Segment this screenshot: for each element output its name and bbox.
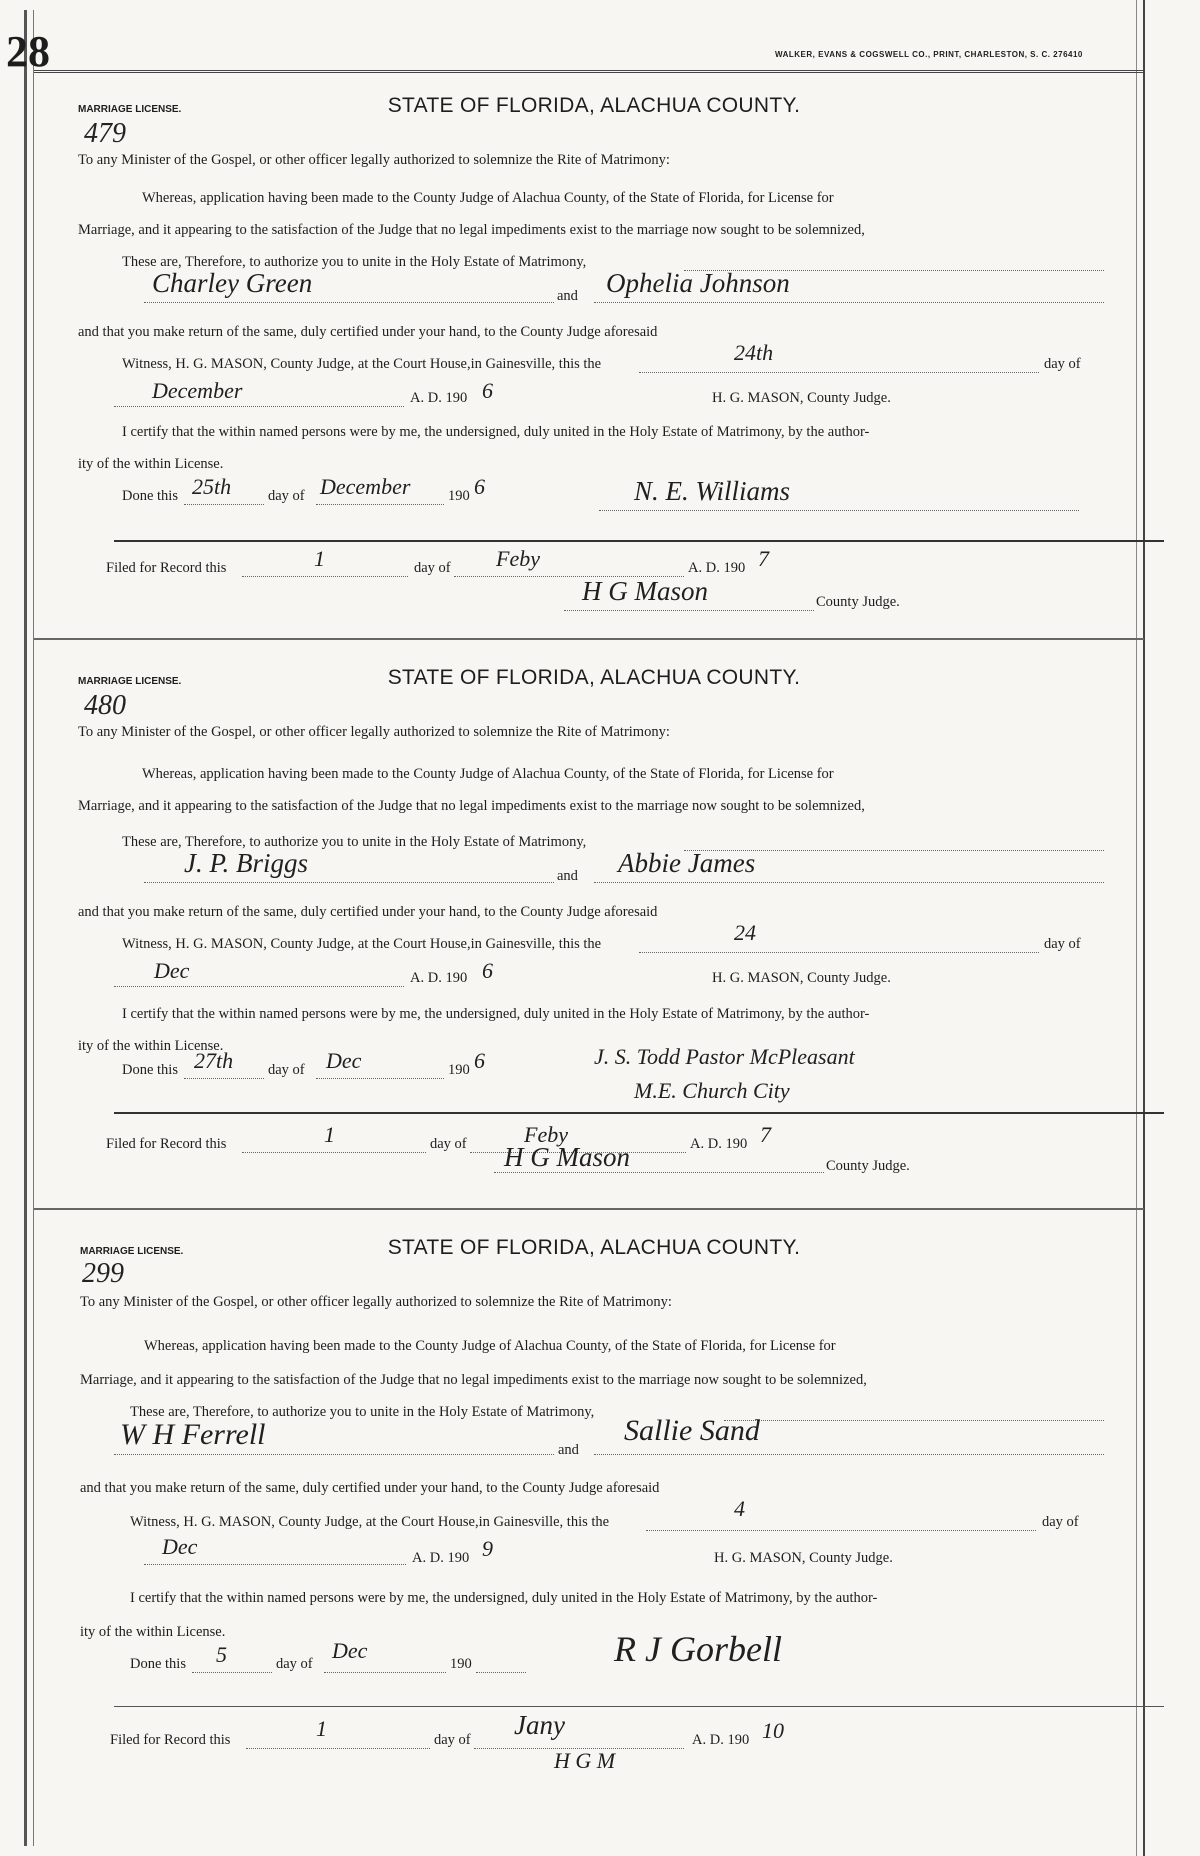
done-year-label: 190 <box>448 488 470 504</box>
bride-name: Sallie Sand <box>624 1414 760 1447</box>
filed-month: Jany <box>514 1710 565 1740</box>
section-rule <box>114 1112 1164 1114</box>
page-number: 28 <box>6 27 50 76</box>
certify-line-1: I certify that the within named persons were by me, the undersigned, duly united in the Holy Estate of Matrimony, by the author- <box>130 1590 878 1606</box>
witness-day: 24 <box>734 920 756 945</box>
intro-text: To any Minister of the Gospel, or other officer legally authorized to solemnize the Rite of Matrimony: <box>78 724 670 740</box>
whereas-line-2: Marriage, and it appearing to the satisfaction of the Judge that no legal impediments exist to the marriage now sought to be solemnized, <box>80 1372 867 1388</box>
filed-label: Filed for Record this <box>110 1732 231 1748</box>
county-judge-label: County Judge. <box>826 1158 910 1174</box>
and-label: and <box>557 868 578 884</box>
county-judge-label: County Judge. <box>816 594 900 610</box>
license-label: MARRIAGE LICENSE. <box>78 104 182 115</box>
license-divider <box>34 1208 1144 1210</box>
license-header: STATE OF FLORIDA, ALACHUA COUNTY. <box>387 1236 801 1259</box>
certify-line-1: I certify that the within named persons were by me, the undersigned, duly united in the Holy Estate of Matrimony, by the author- <box>122 424 870 440</box>
done-this-label: Done this <box>122 1062 178 1078</box>
officiant-signature: R J Gorbell <box>614 1629 782 1669</box>
and-label: and <box>558 1442 579 1458</box>
license-480 <box>34 662 1144 1202</box>
license-header: STATE OF FLORIDA, ALACHUA COUNTY. <box>387 94 801 117</box>
done-this-label: Done this <box>130 1656 186 1672</box>
filed-judge-signature: H G M <box>554 1748 616 1773</box>
license-299 <box>34 1232 1144 1792</box>
certify-line-1: I certify that the within named persons were by me, the undersigned, duly united in the Holy Estate of Matrimony, by the author- <box>122 1006 870 1022</box>
printer-line: WALKER, EVANS & COGSWELL CO., PRINT, CHARLESTON, S. C. 276410 <box>775 50 1083 59</box>
filed-judge-signature: H G Mason <box>504 1142 630 1172</box>
officiant-signature-line-2: M.E. Church City <box>634 1078 790 1103</box>
done-year: 6 <box>474 474 485 499</box>
witness-day: 4 <box>734 1496 745 1521</box>
certify-line-2: ity of the within License. <box>80 1624 226 1640</box>
witness-month: December <box>152 378 243 403</box>
left-margin-rule <box>24 10 27 1846</box>
judge-label: H. G. MASON, County Judge. <box>712 390 891 406</box>
done-year-label: 190 <box>448 1062 470 1078</box>
done-year: 6 <box>474 1048 485 1073</box>
filed-year: 7 <box>758 546 769 571</box>
certify-line-2: ity of the within License. <box>78 456 224 472</box>
return-line: and that you make return of the same, duly certified under your hand, to the County Judge aforesaid <box>78 324 658 340</box>
ad-label: A. D. 190 <box>412 1550 470 1566</box>
filed-month: Feby <box>496 546 540 571</box>
groom-name: Charley Green <box>152 268 313 298</box>
witness-month: Dec <box>154 958 190 983</box>
whereas-line-2: Marriage, and it appearing to the satisfaction of the Judge that no legal impediments exist to the marriage now sought to be solemnized, <box>78 798 865 814</box>
done-day-of-label: day of <box>268 488 305 504</box>
these-are-line: These are, Therefore, to authorize you to unite in the Holy Estate of Matrimony, <box>122 834 587 850</box>
license-label: MARRIAGE LICENSE. <box>78 676 182 687</box>
filed-year: 7 <box>760 1122 771 1147</box>
officiant-signature: J. S. Todd Pastor McPleasant <box>594 1044 855 1069</box>
groom-name: J. P. Briggs <box>184 848 309 878</box>
done-day: 25th <box>192 474 232 499</box>
license-header: STATE OF FLORIDA, ALACHUA COUNTY. <box>387 666 801 689</box>
filed-judge-signature: H G Mason <box>582 576 708 606</box>
filed-day-of-label: day of <box>430 1136 467 1152</box>
bride-name: Abbie James <box>618 848 756 878</box>
filed-year: 10 <box>762 1718 784 1743</box>
intro-text: To any Minister of the Gospel, or other officer legally authorized to solemnize the Rite of Matrimony: <box>78 152 670 168</box>
bride-name: Ophelia Johnson <box>606 268 790 298</box>
witness-day: 24th <box>734 340 774 365</box>
judge-label: H. G. MASON, County Judge. <box>714 1550 893 1566</box>
done-month: Dec <box>326 1048 362 1073</box>
license-479 <box>34 90 1144 630</box>
top-rule <box>34 70 1144 73</box>
certify-line-2: ity of the within License. <box>78 1038 224 1054</box>
filed-day: 1 <box>314 546 325 571</box>
ad-label: A. D. 190 <box>410 390 468 406</box>
witness-month: Dec <box>162 1534 198 1559</box>
witness-line: Witness, H. G. MASON, County Judge, at the Court House,in Gainesville, this the <box>122 936 602 952</box>
done-day: 27th <box>194 1048 234 1073</box>
filed-ad-label: A. D. 190 <box>692 1732 750 1748</box>
filed-day: 1 <box>324 1122 335 1147</box>
section-rule <box>114 540 1164 542</box>
judge-label: H. G. MASON, County Judge. <box>712 970 891 986</box>
done-year-label: 190 <box>450 1656 472 1672</box>
whereas-line-2: Marriage, and it appearing to the satisfaction of the Judge that no legal impediments exist to the marriage now sought to be solemnized, <box>78 222 865 238</box>
intro-text: To any Minister of the Gospel, or other officer legally authorized to solemnize the Rite of Matrimony: <box>80 1294 672 1310</box>
section-rule <box>114 1706 1164 1707</box>
license-label: MARRIAGE LICENSE. <box>80 1246 184 1257</box>
done-day-of-label: day of <box>276 1656 313 1672</box>
whereas-line-1: Whereas, application having been made to the County Judge of Alachua County, of the State of Florida, for License for <box>142 190 834 206</box>
and-label: and <box>557 288 578 304</box>
filed-ad-label: A. D. 190 <box>688 560 746 576</box>
day-of-label: day of <box>1044 356 1081 372</box>
done-month: December <box>320 474 411 499</box>
return-line: and that you make return of the same, duly certified under your hand, to the County Judge aforesaid <box>78 904 658 920</box>
license-number: 299 <box>82 1258 124 1289</box>
groom-name: W H Ferrell <box>120 1418 266 1451</box>
license-number: 479 <box>84 118 126 149</box>
filed-day-of-label: day of <box>414 560 451 576</box>
filed-month: Feby <box>524 1122 568 1147</box>
whereas-line-1: Whereas, application having been made to the County Judge of Alachua County, of the State of Florida, for License for <box>142 766 834 782</box>
officiant-signature: N. E. Williams <box>634 476 791 506</box>
these-are-line: These are, Therefore, to authorize you to unite in the Holy Estate of Matrimony, <box>122 254 587 270</box>
day-of-label: day of <box>1044 936 1081 952</box>
witness-line: Witness, H. G. MASON, County Judge, at the Court House,in Gainesville, this the <box>130 1514 610 1530</box>
witness-line: Witness, H. G. MASON, County Judge, at the Court House,in Gainesville, this the <box>122 356 602 372</box>
done-day-of-label: day of <box>268 1062 305 1078</box>
ad-label: A. D. 190 <box>410 970 468 986</box>
whereas-line-1: Whereas, application having been made to the County Judge of Alachua County, of the State of Florida, for License for <box>144 1338 836 1354</box>
day-of-label: day of <box>1042 1514 1079 1530</box>
witness-year: 6 <box>482 378 493 403</box>
filed-day-of-label: day of <box>434 1732 471 1748</box>
filed-day: 1 <box>316 1716 327 1741</box>
witness-year: 9 <box>482 1536 493 1561</box>
return-line: and that you make return of the same, duly certified under your hand, to the County Judge aforesaid <box>80 1480 660 1496</box>
filed-label: Filed for Record this <box>106 560 227 576</box>
done-day: 5 <box>216 1642 227 1667</box>
these-are-line: These are, Therefore, to authorize you to unite in the Holy Estate of Matrimony, <box>130 1404 595 1420</box>
license-divider <box>34 638 1144 640</box>
done-month: Dec <box>332 1638 368 1663</box>
license-number: 480 <box>84 690 126 721</box>
done-this-label: Done this <box>122 488 178 504</box>
witness-year: 6 <box>482 958 493 983</box>
filed-ad-label: A. D. 190 <box>690 1136 748 1152</box>
filed-label: Filed for Record this <box>106 1136 227 1152</box>
